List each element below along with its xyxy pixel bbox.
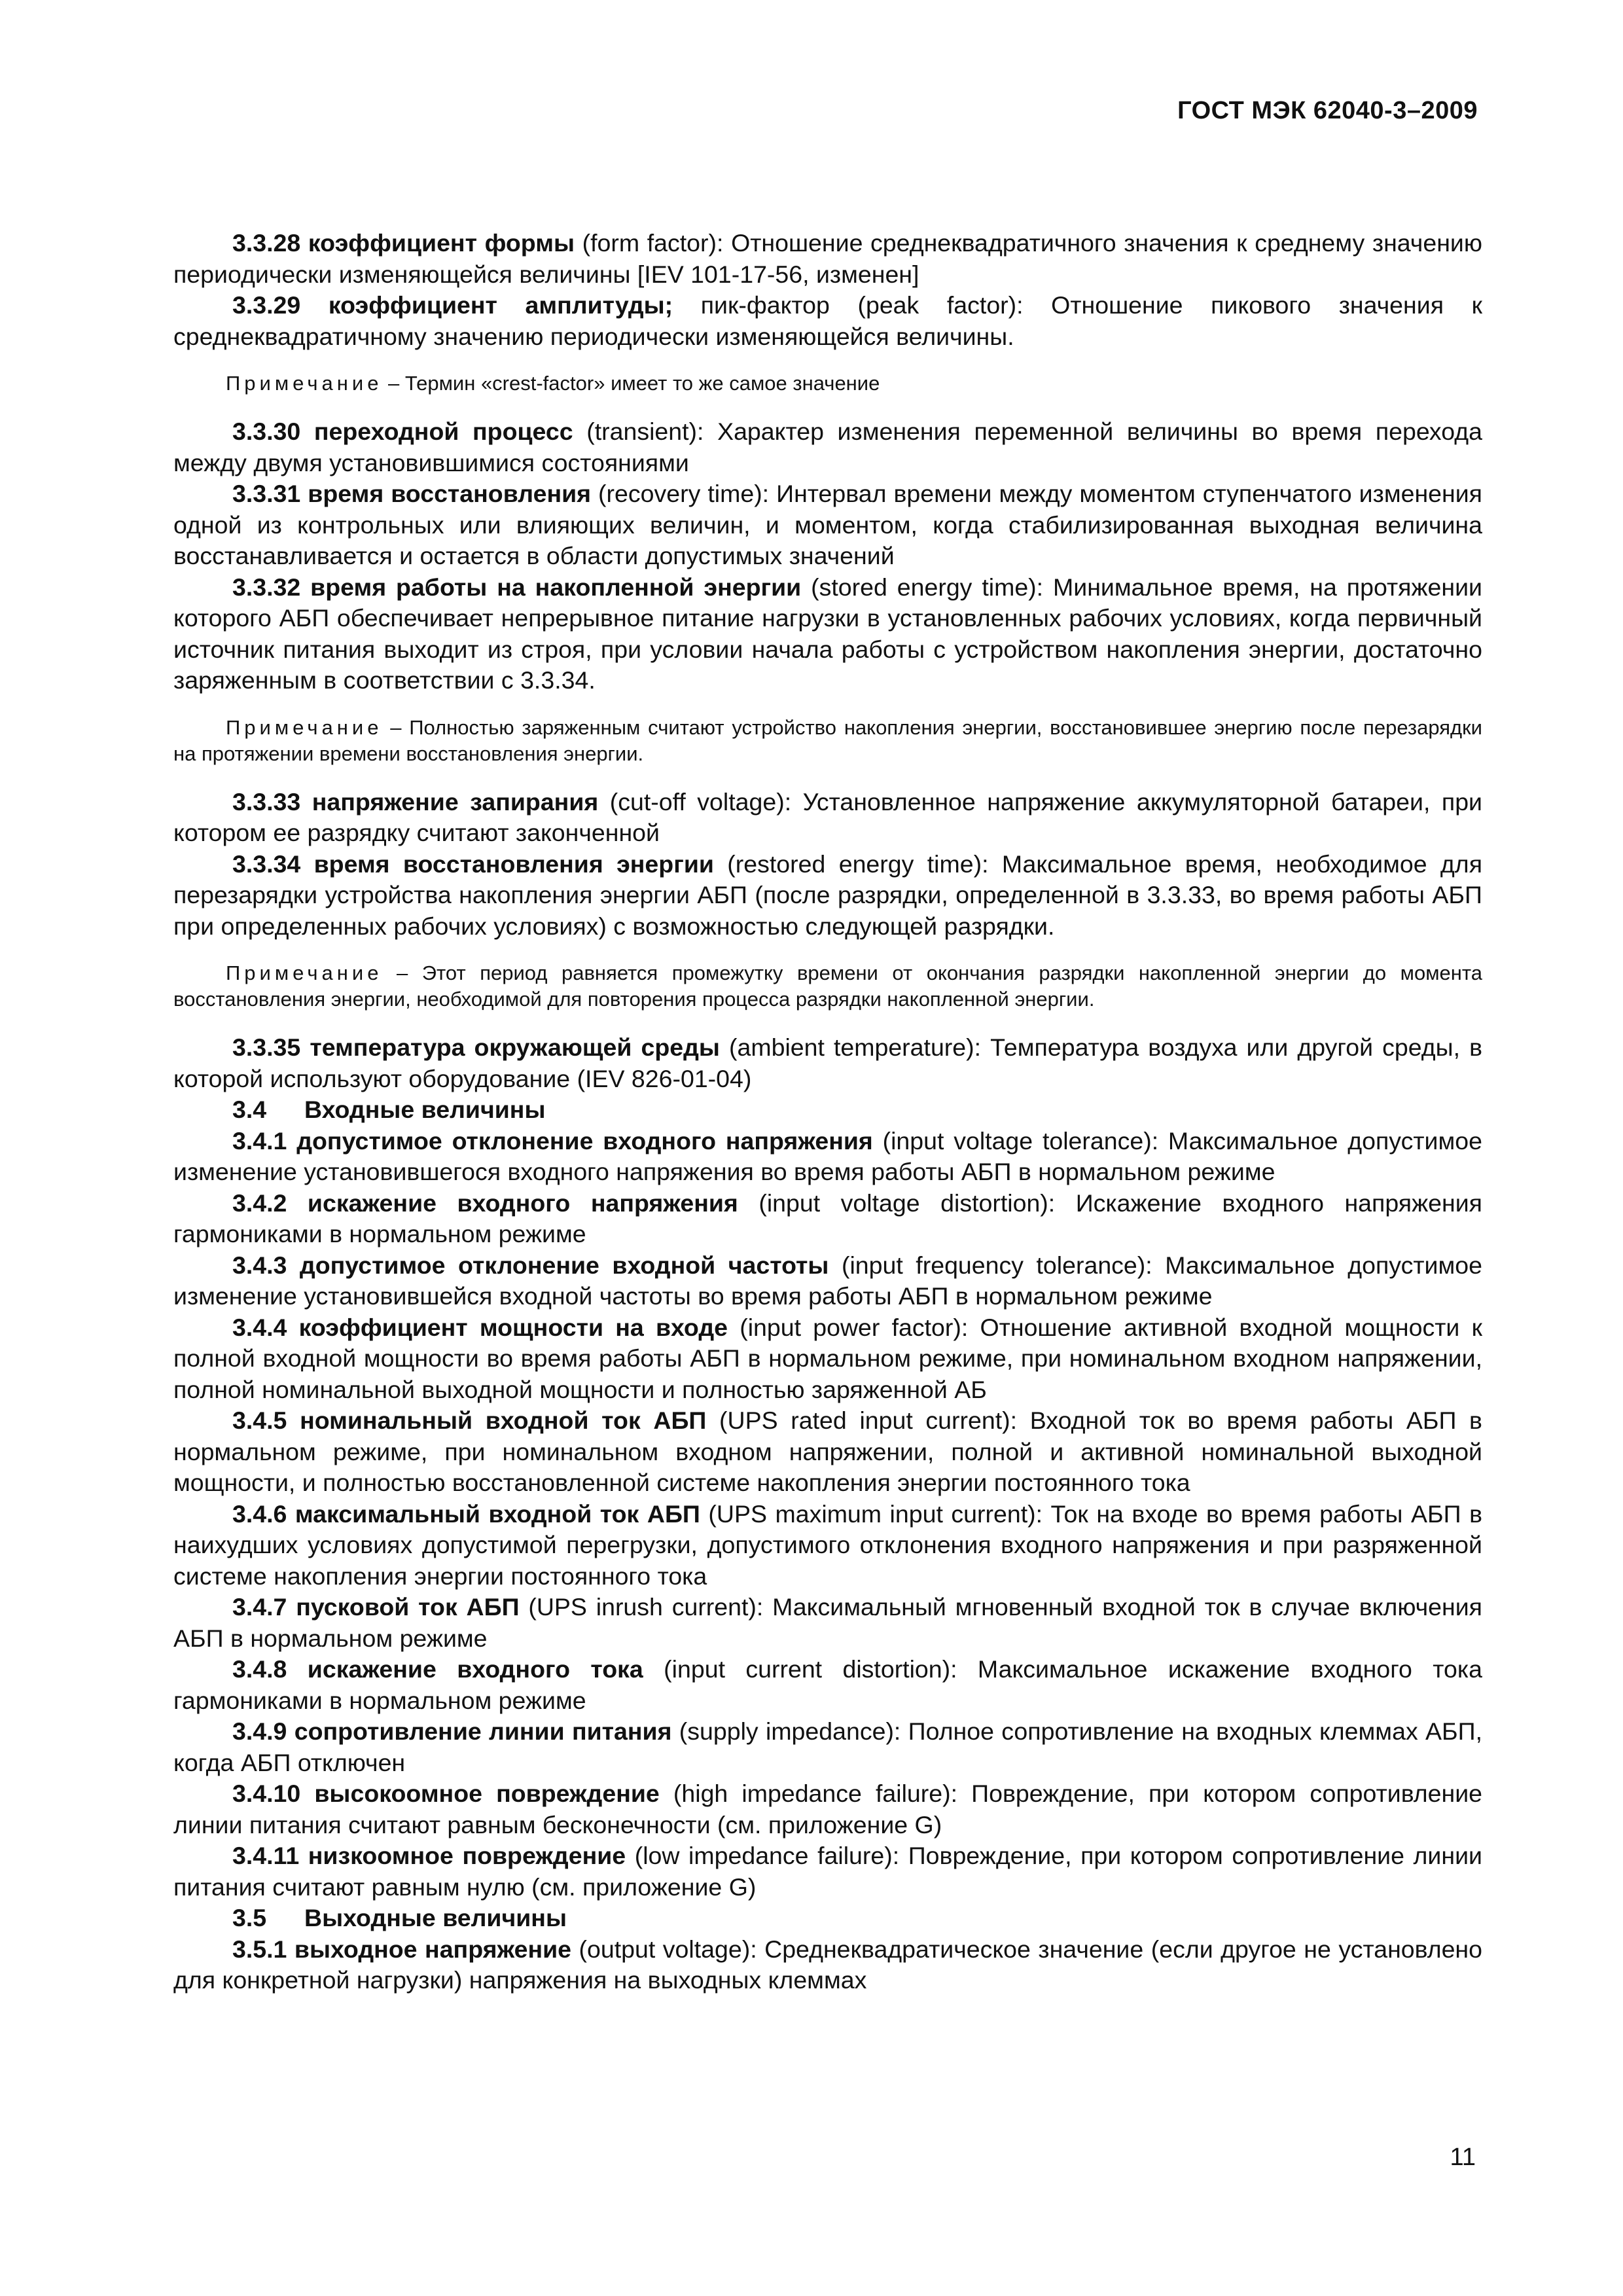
section-number: 3.5 — [232, 1904, 267, 1931]
term: 3.3.29 коэффициент амплитуды; — [232, 291, 673, 319]
term: 3.3.28 коэффициент формы — [232, 229, 575, 257]
definition-entry — [173, 1592, 1482, 1654]
definition-entry — [173, 416, 1482, 478]
note-text: – Термин «crest-factor» имеет то же самое значение — [382, 372, 880, 395]
definition-text: (low impedance failure): Повреждение, при котором сопротивление линии питания считают равным нулю (см. приложение G) — [173, 1842, 1482, 1901]
definition-entry — [173, 1716, 1482, 1778]
term: 3.3.33 напряжение запирания — [232, 787, 599, 816]
section-title: Входные величины — [304, 1096, 546, 1123]
definition-text: (UPS maximum input current): Ток на входе во время работы АБП в наихудших условиях допустимой перегрузки, допустимого отклонения входного напряжения и при разряженной системе накопления энергии постоянного тока — [173, 1499, 1483, 1590]
definition-entry — [173, 478, 1482, 572]
definition-text: (recovery time): Интервал времени между моментом ступенчатого изменения одной из контрольных или влияющих величин, и моментом, когда стабилизированная выходная величина восстанавливается и остается в области допустимых значений — [173, 480, 1482, 569]
section-number: 3.4 — [232, 1096, 267, 1123]
definition-text: пик-фактор (peak factor): Отношение пикового значения к среднеквадратичному значению периодически изменяющейся величины. — [173, 291, 1482, 350]
note-label: Примечание — [226, 715, 383, 739]
note — [173, 960, 1482, 1013]
term: 3.3.31 время восстановления — [232, 480, 592, 507]
definition-text: (input power factor): Отношение активной входной мощности к полной входной мощности во время работы АБП в нормальном режиме, при номинальном входном напряжении, полной номинальной выходной мощности и полностью заряженной АБ — [173, 1313, 1482, 1403]
definition-text: (supply impedance): Полное сопротивление на входных клеммах АБП, когда АБП отключен — [173, 1717, 1483, 1776]
definition-text: (cut-off voltage): Установленное напряжение аккумуляторной батареи, при котором ее разрядку считают законченной — [173, 787, 1482, 846]
term: 3.4.8 искажение входного тока — [232, 1655, 643, 1683]
definition-entry — [173, 228, 1482, 290]
definition-text: (input voltage distortion): Искажение входного напряжения гармониками в нормальном режиме — [173, 1189, 1482, 1247]
term: 3.4.7 пусковой ток АБП — [232, 1593, 520, 1621]
note — [173, 370, 1482, 397]
definition-text: (UPS rated input current): Входной ток во время работы АБП в нормальном режиме, при номинальном входном напряжении, полной и активной номинальной выходной мощности, и полностью восстановленной системе накопления энергии постоянного тока — [173, 1407, 1482, 1496]
definition-text: (high impedance failure): Повреждение, при котором сопротивление линии питания считают равным бесконечности (см. приложение G) — [173, 1780, 1483, 1839]
definition-text: (ambient temperature): Температура воздуха или другой среды, в которой используют оборудование (IEV 826-01-04) — [173, 1033, 1482, 1092]
definition-text: (input current distortion): Максимальное искажение входного тока гармониками в нормальном режиме — [173, 1655, 1482, 1714]
definition-entry — [173, 1405, 1482, 1499]
definition-text: (input frequency tolerance): Максимальное допустимое изменение установившейся входной частоты во время работы АБП в нормальном режиме — [173, 1251, 1482, 1310]
definition-entry — [173, 1499, 1482, 1592]
definition-entry — [173, 1126, 1482, 1188]
section-heading — [173, 1094, 1482, 1126]
section-heading — [173, 1903, 1482, 1934]
definition-entry — [173, 1312, 1482, 1406]
term: 3.4.10 высокоомное повреждение — [232, 1780, 660, 1807]
definition-entry — [173, 787, 1482, 849]
definition-text: (transient): Характер изменения переменной величины во время перехода между двумя установившимися состояниями — [173, 418, 1482, 476]
definition-text: (form factor): Отношение среднеквадратичного значения к среднему значению периодически изменяющейся величины [IEV 101-17-56, изменен] — [173, 229, 1482, 288]
page-number: 11 — [1450, 2144, 1476, 2171]
definition-entry — [173, 1250, 1482, 1312]
term: 3.4.4 коэффициент мощности на входе — [232, 1313, 728, 1341]
term: 3.5.1 выходное напряжение — [232, 1935, 572, 1963]
definition-entry — [173, 1188, 1482, 1250]
definition-entry — [173, 1840, 1482, 1903]
term: 3.4.9 сопротивление линии питания — [232, 1717, 672, 1745]
definition-entry — [173, 1032, 1482, 1094]
definition-text: (UPS inrush current): Максимальный мгновенный входной ток в случае включения АБП в нормальном режиме — [173, 1593, 1482, 1652]
term: 3.4.5 номинальный входной ток АБП — [232, 1407, 707, 1434]
note — [173, 715, 1482, 767]
definition-entry — [173, 572, 1482, 696]
definition-entry — [173, 290, 1482, 352]
document-header: ГОСТ МЭК 62040-3–2009 — [1177, 97, 1478, 124]
note-label: Примечание — [226, 372, 383, 395]
note-text: – Полностью заряженным считают устройство накопления энергии, восстановившее энергию после перезарядки на протяжении времени восстановления энергии. — [173, 715, 1482, 765]
note-text: – Этот период равняется промежутку времени от окончания разрядки накопленной энергии до момента восстановления энергии, необходимой для повторения процесса разрядки накопленной энергии. — [173, 961, 1482, 1011]
note-label: Примечание — [226, 961, 383, 984]
term: 3.4.1 допустимое отклонение входного напряжения — [232, 1126, 873, 1155]
definition-entry — [173, 1934, 1482, 1996]
term: 3.4.2 искажение входного напряжения — [232, 1189, 738, 1217]
term: 3.3.32 время работы на накопленной энергии — [232, 573, 802, 601]
definition-entry — [173, 1654, 1482, 1716]
page-body — [173, 228, 1482, 1996]
term: 3.3.35 температура окружающей среды — [232, 1033, 720, 1061]
term: 3.3.30 переходной процесс — [232, 418, 573, 445]
definition-text: (output voltage): Среднеквадратическое значение (если другое не установлено для конкретной нагрузки) напряжения на выходных клеммах — [173, 1935, 1482, 1994]
term: 3.4.11 низкоомное повреждение — [232, 1842, 626, 1869]
definition-text: (stored energy time): Минимальное время, на протяжении которого АБП обеспечивает непрерывное питание нагрузки в установленных рабочих условиях, когда первичный источник питания выходит из строя, при условии начала работы с устройством накопления энергии, достаточно заряженным в соответствии с 3.3.34. — [173, 573, 1483, 694]
term: 3.3.34 время восстановления энергии — [232, 850, 714, 878]
definition-entry — [173, 1778, 1482, 1840]
term: 3.4.3 допустимое отклонение входной частоты — [232, 1251, 829, 1279]
definition-text: (restored energy time): Максимальное время, необходимое для перезарядки устройства накопления энергии АБП (после разрядки, определенной в 3.3.33, во время работы АБП при определенных рабочих условиях) с возможностью следующей разрядки. — [173, 850, 1482, 940]
definition-text: (input voltage tolerance): Максимальное допустимое изменение установившегося входного напряжения во время работы АБП в нормальном режиме — [173, 1126, 1482, 1185]
term: 3.4.6 максимальный входной ток АБП — [232, 1499, 700, 1528]
definition-entry — [173, 849, 1482, 942]
section-title: Выходные величины — [304, 1904, 567, 1931]
